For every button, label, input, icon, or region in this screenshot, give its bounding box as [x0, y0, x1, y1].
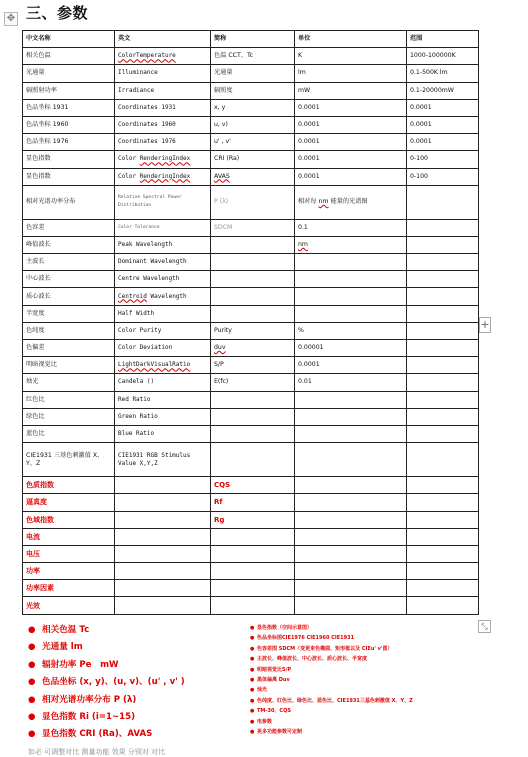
bullet-icon: ●	[28, 625, 36, 635]
table-cell: 色温 CCT、Tc	[211, 48, 295, 65]
table-cell	[211, 597, 295, 614]
table-cell	[407, 322, 479, 339]
list-item-label: 电参数	[257, 718, 273, 725]
table-cell	[211, 391, 295, 408]
list-item-label: 色品坐标图CIE1976 CIE1960 CIE1931	[257, 635, 355, 642]
bullet-icon: ●	[250, 687, 255, 694]
table-cell	[295, 443, 407, 477]
table-cell	[211, 425, 295, 442]
table-header-row	[23, 31, 479, 48]
spellcheck-underline: duv	[214, 344, 226, 352]
section-title: 三、参数	[26, 4, 89, 22]
table-cell: 0.1-20000mW	[407, 82, 479, 99]
list-item	[250, 696, 413, 706]
table-cell: 逼真度	[23, 494, 115, 511]
header-cell: 中文名称	[23, 31, 115, 48]
table-cell	[115, 494, 211, 511]
table-cell: K	[295, 48, 407, 65]
spellcheck-underline: LightDarkVisualRatio	[118, 361, 191, 369]
list-item	[250, 665, 413, 675]
table-cell: u, v)	[211, 116, 295, 133]
table-cell	[407, 511, 479, 528]
table-cell: CRI (Ra)	[211, 151, 295, 168]
table-cell: Purity	[211, 322, 295, 339]
list-item	[28, 726, 185, 743]
table-cell	[211, 528, 295, 545]
list-item-label: 主波长、峰值波长、中心波长、质心波长、半宽度	[257, 656, 368, 663]
table-cell	[407, 288, 479, 305]
table-row	[23, 185, 479, 219]
table-cell: Rf	[211, 494, 295, 511]
table-cell: 显色指数	[23, 168, 115, 185]
table-cell	[115, 597, 211, 614]
list-item	[250, 654, 413, 664]
list-item	[250, 717, 413, 727]
table-cell: 电压	[23, 545, 115, 562]
bullet-icon: ●	[250, 697, 255, 704]
feature-list-right	[250, 623, 413, 737]
table-cell: Dominant Wavelength	[115, 254, 211, 271]
table-cell: 色偏差	[23, 340, 115, 357]
table-cell: 0-100	[407, 151, 479, 168]
table-cell: 0.0001	[407, 134, 479, 151]
table-cell	[407, 494, 479, 511]
table-cell: 0.0001	[295, 151, 407, 168]
table-cell: 色纯度	[23, 322, 115, 339]
table-row	[23, 254, 479, 271]
bullet-icon: ●	[28, 729, 36, 740]
bullet-icon: ●	[250, 728, 255, 735]
table-cell	[407, 219, 479, 236]
table-cell	[295, 236, 407, 253]
bullet-icon: ●	[250, 666, 255, 673]
spellcheck-underline: nm	[298, 240, 308, 248]
table-cell	[407, 425, 479, 442]
list-item-label: 相关色温 Tc	[42, 625, 90, 635]
table-cell: Half Width	[115, 305, 211, 322]
table-cell: 烛光	[23, 374, 115, 391]
table-cell: Coordinates 1976	[115, 134, 211, 151]
table-cell	[407, 236, 479, 253]
table-cell: Illuminance	[115, 65, 211, 82]
table-cell: 功率因素	[23, 580, 115, 597]
list-item	[28, 709, 185, 726]
table-cell	[211, 236, 295, 253]
table-cell	[407, 545, 479, 562]
table-cell: Coordinates 1960	[115, 116, 211, 133]
table-cell: P (λ)	[211, 185, 295, 219]
cut-off-text: 如必 可调整对比 测量功能 效果 分别对 对比	[28, 748, 166, 756]
table-cell	[295, 408, 407, 425]
table-row	[23, 340, 479, 357]
list-item	[250, 675, 413, 685]
table-row	[23, 443, 479, 477]
table-cell: SDCM	[211, 219, 295, 236]
table-row	[23, 391, 479, 408]
table-row	[23, 48, 479, 65]
table-cell: lm	[295, 65, 407, 82]
table-row	[23, 82, 479, 99]
spellcheck-underline: ColorTemperature	[118, 52, 176, 60]
table-cell: S/P	[211, 357, 295, 374]
table-cell	[115, 48, 211, 65]
table-cell: 色品坐标 1931	[23, 99, 115, 116]
table-cell: Color RenderingIndex	[115, 151, 211, 168]
table-cell: 0.0001	[295, 168, 407, 185]
bullet-icon: ●	[28, 642, 36, 653]
list-item	[250, 623, 413, 633]
table-cell	[407, 185, 479, 219]
table-cell: 色质指数	[23, 477, 115, 494]
table-cell: 光通量	[23, 65, 115, 82]
table-cell: 相关色温	[23, 48, 115, 65]
bullet-icon: ●	[250, 645, 255, 652]
table-cell	[211, 563, 295, 580]
table-row	[23, 494, 479, 511]
table-cell	[211, 271, 295, 288]
table-cell	[211, 340, 295, 357]
table-cell	[407, 597, 479, 614]
table-cell: 0.0001	[295, 134, 407, 151]
table-cell	[115, 511, 211, 528]
list-item-label: 显色指数（空间示意图）	[257, 625, 313, 631]
table-cell: x, y	[211, 99, 295, 116]
table-row	[23, 168, 479, 185]
table-cell: Color Purity	[115, 322, 211, 339]
table-cell: 0-100	[407, 168, 479, 185]
table-cell: Color Deviation	[115, 340, 211, 357]
list-item	[28, 674, 185, 691]
table-cell	[407, 391, 479, 408]
table-cell	[407, 357, 479, 374]
table-row	[23, 305, 479, 322]
table-cell	[407, 271, 479, 288]
table-cell	[211, 580, 295, 597]
table-cell	[295, 288, 407, 305]
bullet-icon: ●	[250, 676, 255, 683]
header-cell: 简称	[211, 31, 295, 48]
table-cell: 0.0001	[295, 357, 407, 374]
bullet-icon: ●	[28, 694, 36, 705]
table-cell: 辐照度	[211, 82, 295, 99]
table-cell	[407, 580, 479, 597]
table-cell: 功率	[23, 563, 115, 580]
table-cell	[407, 443, 479, 477]
table-cell	[407, 563, 479, 580]
list-item	[250, 685, 413, 695]
table-cell	[115, 545, 211, 562]
list-item-label: TM-30、CQS	[257, 708, 291, 715]
table-cell: 显色指数	[23, 151, 115, 168]
table-cell: 质心波长	[23, 288, 115, 305]
bullet-icon: ●	[250, 718, 255, 725]
table-cell	[115, 477, 211, 494]
bullet-icon: ●	[28, 677, 36, 688]
table-cell	[295, 597, 407, 614]
list-item-label: 明暗视觉比S/P	[257, 666, 292, 673]
table-cell: 红色比	[23, 391, 115, 408]
list-item-label: 黑体偏离 Duv	[257, 676, 290, 683]
table-row	[23, 511, 479, 528]
list-item-label: 相对光谱功率分布 P (λ)	[42, 694, 137, 705]
feature-list-left	[28, 622, 185, 744]
table-row	[23, 271, 479, 288]
table-cell: 0.0001	[295, 116, 407, 133]
table-cell	[295, 494, 407, 511]
list-item-label: 显色指数 CRI (Ra)、AVAS	[42, 729, 153, 740]
table-row	[23, 322, 479, 339]
table-cell	[115, 580, 211, 597]
table-cell	[407, 305, 479, 322]
table-cell: Centroid Wavelength	[115, 288, 211, 305]
table-cell: Centre Wavelength	[115, 271, 211, 288]
table-cell: Color Tolerance	[115, 219, 211, 236]
table-cell: 光通量	[211, 65, 295, 82]
table-cell: 色品坐标 1976	[23, 134, 115, 151]
table-cell	[407, 254, 479, 271]
table-cell: 绿色比	[23, 408, 115, 425]
list-item-label: 烛光	[257, 687, 268, 694]
list-item-label: 辐射功率 Pe mW	[42, 659, 119, 670]
table-cell: Rg	[211, 511, 295, 528]
table-cell	[407, 340, 479, 357]
table-cell: 相对每 nm 能量的光谱图	[295, 185, 407, 219]
list-item	[28, 657, 185, 674]
list-item	[28, 639, 185, 656]
table-cell	[211, 305, 295, 322]
table-cell: CIE1931 RGB Stimulus Value X,Y,Z	[115, 443, 211, 477]
table-cell: Irradiance	[115, 82, 211, 99]
table-row	[23, 425, 479, 442]
list-item	[250, 644, 413, 654]
table-cell	[407, 408, 479, 425]
plus-icon[interactable]: +	[480, 318, 490, 331]
table-row	[23, 374, 479, 391]
spellcheck-underline: AVAS	[214, 172, 230, 180]
list-item-label: 色纯度、红色比、绿色比、蓝色比、CIE1931三基色刺激值 X、Y、Z	[257, 697, 413, 704]
list-item	[28, 622, 185, 639]
header-cell: 范围	[407, 31, 479, 48]
table-cell: CQS	[211, 477, 295, 494]
table-cell	[295, 391, 407, 408]
table-row	[23, 116, 479, 133]
table-cell	[407, 477, 479, 494]
table-cell	[407, 374, 479, 391]
table-cell	[211, 288, 295, 305]
table-cell: 峰值波长	[23, 236, 115, 253]
table-cell: E(fc)	[211, 374, 295, 391]
table-cell: Peak Wavelength	[115, 236, 211, 253]
table-cell: CIE1931 三基色刺激值 X、Y、Z	[23, 443, 115, 477]
table-cell: mW	[295, 82, 407, 99]
table-cell	[295, 511, 407, 528]
list-item-label: 光通量 lm	[42, 642, 83, 653]
resize-corner-icon[interactable]: ⤡	[478, 620, 491, 633]
table-cell	[115, 528, 211, 545]
spellcheck-underline: RenderingIndex	[139, 155, 191, 163]
list-item-label: 显色指数 Ri (i=1~15)	[42, 711, 136, 722]
table-cell: Red Ratio	[115, 391, 211, 408]
parameters-table	[22, 30, 479, 615]
table-cell	[295, 528, 407, 545]
table-cell	[211, 443, 295, 477]
table-cell	[211, 408, 295, 425]
table-cell	[295, 305, 407, 322]
table-cell	[407, 528, 479, 545]
table-cell	[115, 563, 211, 580]
list-item	[28, 692, 185, 709]
table-cell: 中心波长	[23, 271, 115, 288]
table-cell	[211, 254, 295, 271]
table-row	[23, 219, 479, 236]
table-cell: 0.0001	[407, 116, 479, 133]
bullet-icon: ●	[250, 635, 255, 642]
table-cell: 0.1-500K lm	[407, 65, 479, 82]
table-cell	[211, 168, 295, 185]
table-cell	[211, 545, 295, 562]
table-cell: u' , v'	[211, 134, 295, 151]
table-cell	[295, 580, 407, 597]
table-cell	[295, 563, 407, 580]
table-row	[23, 236, 479, 253]
table-cell	[295, 545, 407, 562]
table-row	[23, 597, 479, 614]
table-cell: 半宽度	[23, 305, 115, 322]
table-row	[23, 134, 479, 151]
table-row	[23, 65, 479, 82]
table-cell: Relative Spectral Power Distribution	[115, 185, 211, 219]
table-cell: 0.0001	[295, 99, 407, 116]
table-cell: 明暗视觉比	[23, 357, 115, 374]
table-cell	[295, 477, 407, 494]
table-row	[23, 99, 479, 116]
table-cell: 主波长	[23, 254, 115, 271]
bullet-icon: ●	[250, 656, 255, 663]
table-cell: 辐照射功率	[23, 82, 115, 99]
table-row	[23, 408, 479, 425]
table-cell: Color RenderingIndex	[115, 168, 211, 185]
table-cell: 0.00001	[295, 340, 407, 357]
bullet-icon: ●	[250, 625, 255, 631]
spellcheck-underline: RenderingIndex	[139, 172, 191, 180]
table-cell: 0.01	[295, 374, 407, 391]
table-cell: 光效	[23, 597, 115, 614]
table-cell	[295, 425, 407, 442]
table-row	[23, 580, 479, 597]
bullet-icon: ●	[250, 708, 255, 715]
list-item-label: 更多功能参数可定制	[257, 728, 303, 735]
table-cell	[295, 271, 407, 288]
table-cell: 色品坐标 1960	[23, 116, 115, 133]
table-cell: Coordinates 1931	[115, 99, 211, 116]
list-item-label: 色品坐标 (x, y)、(u, v)、(u' , v' )	[42, 677, 185, 688]
move-arrows-icon[interactable]: ✥	[4, 12, 18, 26]
table-cell: Blue Ratio	[115, 425, 211, 442]
list-item	[250, 633, 413, 643]
bullet-icon: ●	[28, 659, 36, 670]
header-cell: 英文	[115, 31, 211, 48]
table-cell: 电流	[23, 528, 115, 545]
spellcheck-underline: Centroid	[118, 292, 147, 300]
table-row	[23, 288, 479, 305]
table-row	[23, 528, 479, 545]
table-cell: 蓝色比	[23, 425, 115, 442]
table-cell: 0.0001	[407, 99, 479, 116]
bullet-icon: ●	[28, 711, 36, 722]
header-cell: 单位	[295, 31, 407, 48]
table-row	[23, 563, 479, 580]
table-row	[23, 357, 479, 374]
table-row	[23, 545, 479, 562]
table-cell: Green Ratio	[115, 408, 211, 425]
table-cell: 0.1	[295, 219, 407, 236]
list-item	[250, 727, 413, 737]
table-cell	[295, 254, 407, 271]
table-cell: 1000-100000K	[407, 48, 479, 65]
spellcheck-underline: nm	[318, 198, 329, 206]
table-cell	[115, 357, 211, 374]
table-row	[23, 477, 479, 494]
table-cell: 色域指数	[23, 511, 115, 528]
list-item-label: 色容差图 SDCM（变更束色椭圆、矩形框以及 CIEu' v'图）	[257, 645, 393, 652]
table-row	[23, 151, 479, 168]
table-cell: 色容差	[23, 219, 115, 236]
table-cell: %	[295, 322, 407, 339]
list-item	[250, 706, 413, 716]
table-cell: 相对光谱功率分布	[23, 185, 115, 219]
table-cell: Candela ()	[115, 374, 211, 391]
